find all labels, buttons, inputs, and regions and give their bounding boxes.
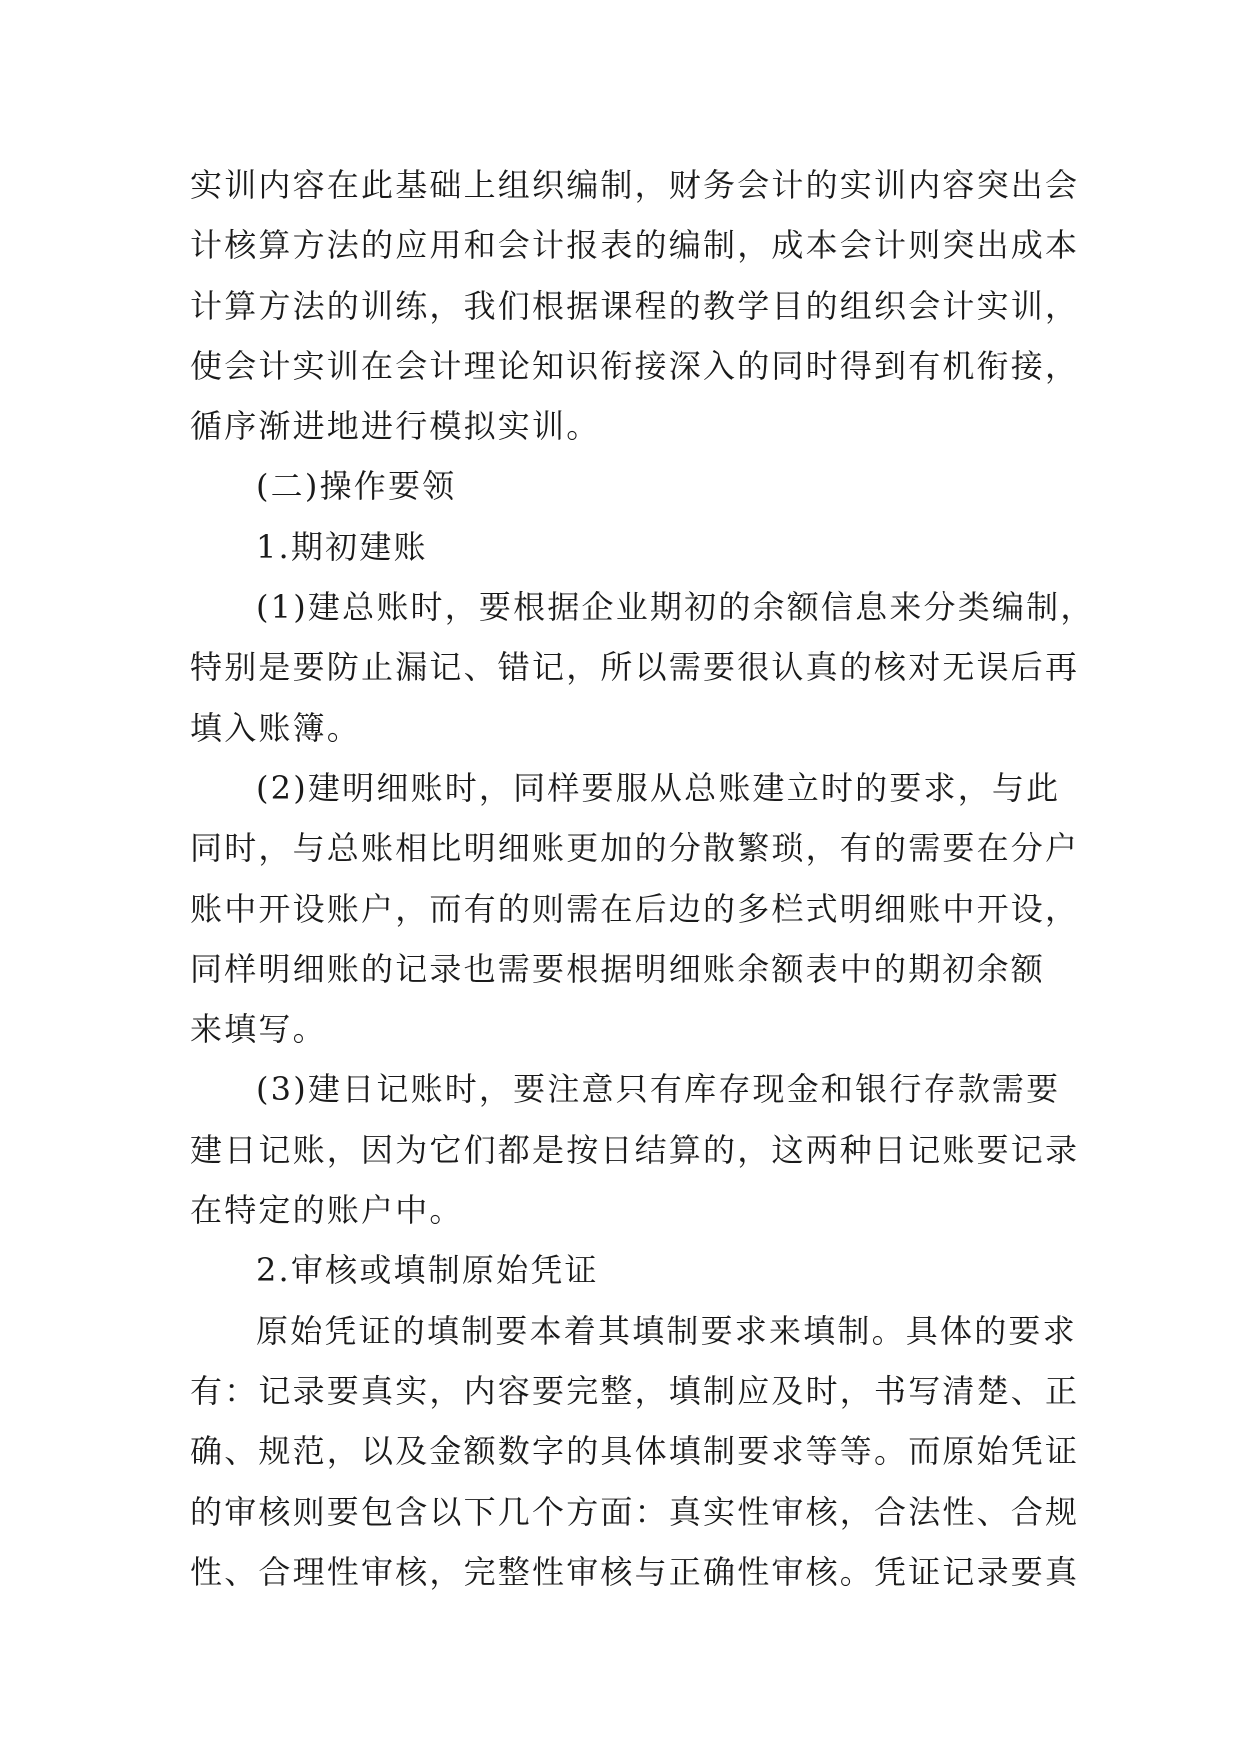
text-line: 账中开设账户，而有的则需在后边的多栏式明细账中开设， xyxy=(190,889,1080,928)
text-line: 建日记账，因为它们都是按日结算的，这两种日记账要记录 xyxy=(190,1130,1080,1169)
subsection-heading: 2.审核或填制原始凭证 xyxy=(256,1251,599,1290)
text-line: 同样明细账的记录也需要根据明细账余额表中的期初余额 xyxy=(190,949,1046,988)
text-line: 同时，与总账相比明细账更加的分散繁琐，有的需要在分户 xyxy=(190,829,1080,868)
text-line: 填入账簿。 xyxy=(190,708,362,747)
text-line: (2)建明细账时，同样要服从总账建立时的要求，与此 xyxy=(256,768,1061,807)
text-line: (3)建日记账时，要注意只有库存现金和银行存款需要 xyxy=(256,1070,1061,1109)
text-line: 循序渐进地进行模拟实训。 xyxy=(190,407,601,446)
text-line: 性、合理性审核，完整性审核与正确性审核。凭证记录要真 xyxy=(190,1552,1080,1591)
section-heading: (二)操作要领 xyxy=(256,467,457,506)
subsection-heading: 1.期初建账 xyxy=(256,527,428,566)
text-line: 计算方法的训练，我们根据课程的教学目的组织会计实训， xyxy=(190,286,1080,325)
text-line: 在特定的账户中。 xyxy=(190,1191,464,1230)
text-line: 计核算方法的应用和会计报表的编制，成本会计则突出成本 xyxy=(190,226,1080,265)
text-line: 实训内容在此基础上组织编制，财务会计的实训内容突出会 xyxy=(190,166,1080,204)
text-line: 的审核则要包含以下几个方面：真实性审核，合法性、合规 xyxy=(190,1492,1080,1531)
document-body xyxy=(190,155,1095,1602)
text-line: (1)建总账时，要根据企业期初的余额信息来分类编制， xyxy=(256,588,1095,627)
text-line: 来填写。 xyxy=(190,1010,327,1049)
text-line: 确、规范，以及金额数字的具体填制要求等等。而原始凭证 xyxy=(190,1432,1080,1471)
text-line: 原始凭证的填制要本着其填制要求来填制。具体的要求 xyxy=(256,1311,1077,1350)
text-line: 特别是要防止漏记、错记，所以需要很认真的核对无误后再 xyxy=(190,648,1080,687)
text-line: 有：记录要真实，内容要完整，填制应及时，书写清楚、正 xyxy=(190,1371,1080,1410)
text-line: 使会计实训在会计理论知识衔接深入的同时得到有机衔接， xyxy=(190,346,1080,385)
